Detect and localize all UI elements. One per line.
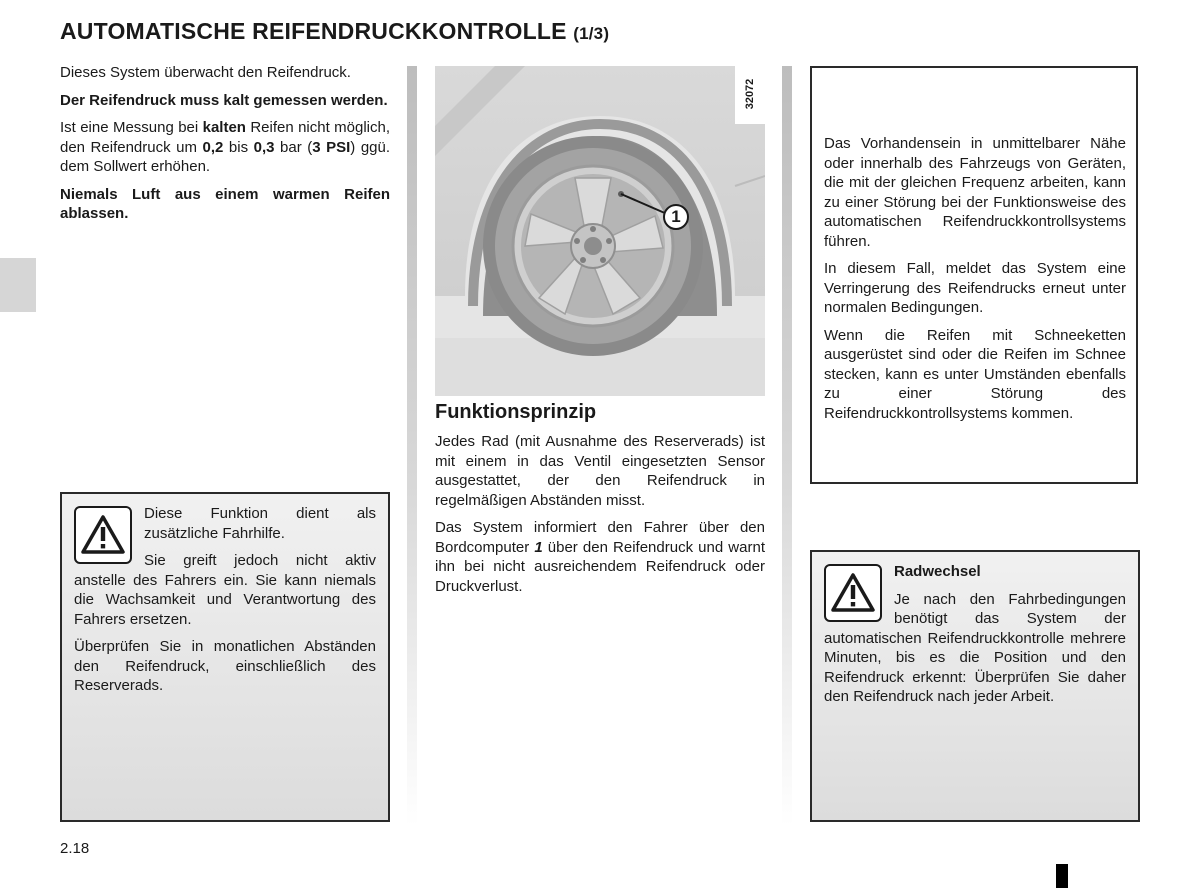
intro-column	[60, 63, 390, 232]
section-heading: Funktionsprinzip	[435, 401, 597, 423]
title-main: AUTOMATISCHE REIFENDRUCKKONTROLLE	[60, 18, 567, 44]
callout-marker	[663, 204, 689, 230]
callout-label: 1	[671, 207, 681, 226]
notice-paragraph-2: In diesem Fall, meldet das System eine Verringerung des Reifendrucks erneut unter normalen Bedingungen.	[824, 260, 1126, 316]
page-title	[60, 18, 609, 45]
warning-paragraph-3: Überprüfen Sie in monatlichen Abständen den Reifendruck, einschließlich des Reserverads.	[74, 638, 376, 694]
warning-paragraph-1: Diese Funktion dient als zusätzliche Fahrhilfe.	[144, 505, 376, 542]
pressure-increase-paragraph: Ist eine Messung bei kalten Reifen nicht möglich, den Reifendruck um 0,2 bis 0,3 bar (3 PSI) ggü. dem Sollwert erhöhen.	[60, 119, 391, 175]
title-suffix: (1/3)	[573, 24, 610, 43]
warning-box-driving-aid	[60, 492, 390, 822]
notice-paragraph-3: Wenn die Reifen mit Schneeketten ausgerüstet sind oder die Reifen im Schnee stecken, kann es unter Umständen ebenfalls zu einer Störung des Reifendruckkontrollsystems kommen.	[824, 326, 1126, 422]
column-divider	[782, 66, 792, 826]
illustration-reference: 32072	[744, 78, 756, 110]
warning-paragraph-2: Sie greift jedoch nicht aktiv anstelle des Fahrers ein. Sie kann niemals die Wachsamkeit und Verantwortung des Fahrers ersetzen.	[74, 552, 376, 628]
warning-box-wheel-change	[810, 550, 1140, 822]
edge-marker	[1056, 864, 1068, 888]
driver-info-paragraph: Das System informiert den Fahrer über den Bordcomputer 1 über den Reifendruck und warnt ihn bei nicht ausreichendem Reifendruck oder Druckverlust.	[435, 519, 765, 595]
warning-paragraph: Je nach den Fahrbedingungen benötigt das System der automatischen Reifendruckkontrolle mehrere Minuten, bis es die Position und den Reifendruck erkennt: Überprüfen Sie daher den Reifendruck nach jeder Arbeit.	[824, 590, 1126, 705]
notice-paragraph-1: Das Vorhandensein in unmittelbarer Nähe oder innerhalb des Fahrzeugs von Geräten, die mit der gleichen Frequenz arbeiten, kann zu einer Störung bei der Funktionsweise des automatischen Reifendruckkontrollsystems führen.	[824, 135, 1126, 250]
interference-notice-box	[810, 66, 1138, 484]
warning-triangle-icon	[824, 564, 882, 622]
page-number: 2.18	[60, 840, 90, 857]
section-thumb-tab	[0, 258, 36, 312]
no-deflate-warning: Niemals Luft aus einem warmen Reifen ablassen.	[60, 185, 390, 222]
function-column	[435, 432, 765, 604]
column-divider	[407, 66, 417, 826]
sensor-paragraph: Jedes Rad (mit Ausnahme des Reserverads) ist mit einem in das Ventil eingesetzten Sensor ausgestattet, der den Reifendruck in regelmäßigen Abständen misst.	[435, 433, 765, 509]
cold-measure-note: Der Reifendruck muss kalt gemessen werden.	[60, 91, 388, 109]
intro-paragraph: Dieses System überwacht den Reifendruck.	[60, 64, 351, 81]
warning-triangle-icon	[74, 506, 132, 564]
warning-heading: Radwechsel	[894, 563, 981, 580]
wheel-illustration	[435, 66, 765, 396]
